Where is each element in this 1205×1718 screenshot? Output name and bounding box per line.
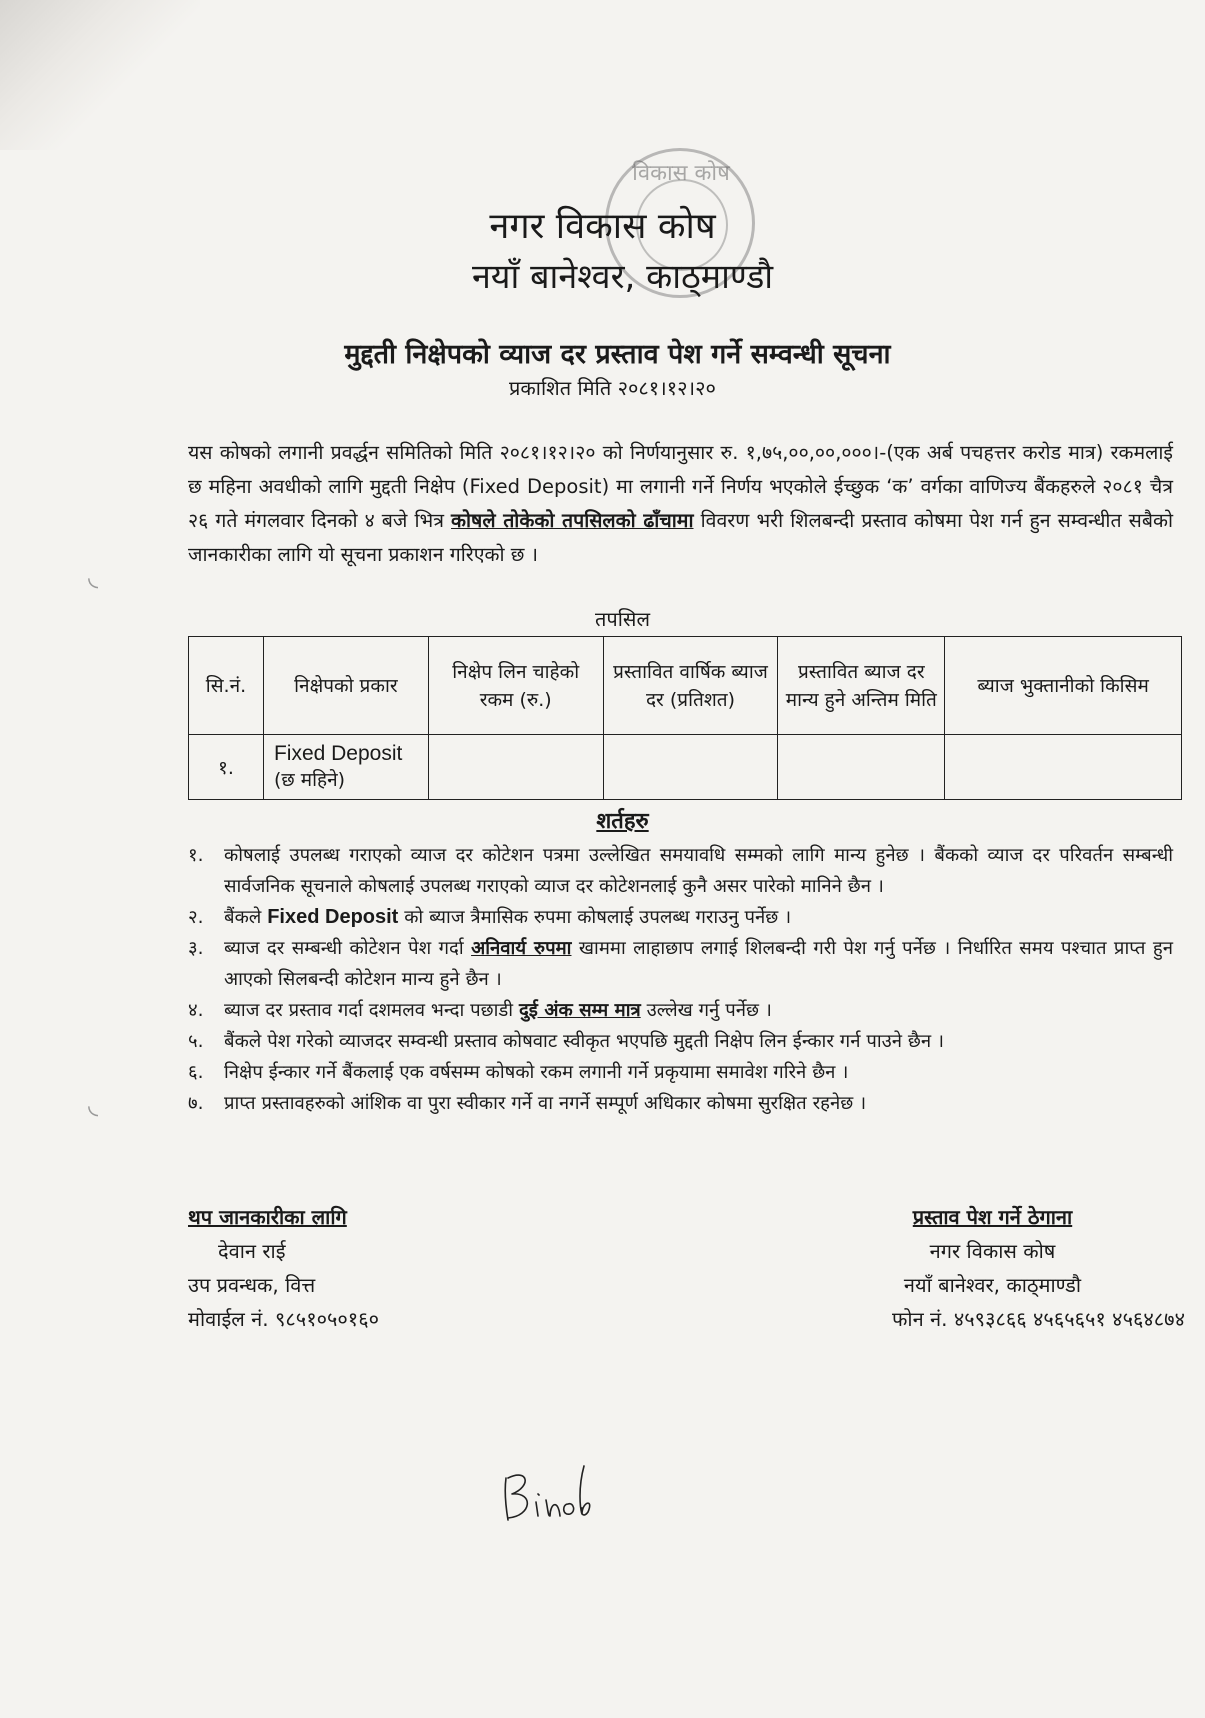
submission-address: नयाँ बानेश्वर, काठ्माण्डौ [903,1273,1082,1297]
col-header-payment-type: ब्याज भुक्तानीको किसिम [945,637,1182,735]
contact-mobile: मोवाईल नं. ९८५१०५०१६० [188,1307,379,1331]
contact-info-left [188,1200,379,1336]
term-number: ३. [188,938,204,959]
term-number: ५. [188,1031,204,1052]
cell-payment-type [945,735,1182,800]
submission-phone: फोन नं. ४५९३८६६ ४५६५६५१ ४५६४८७४ [892,1307,1185,1331]
punch-hole-mark: ◟ [88,562,99,592]
list-item [188,1088,1173,1119]
col-header-amount: निक्षेप लिन चाहेको रकम (रु.) [428,637,603,735]
terms-list [188,840,1173,1119]
org-address: नयाँ बानेश्वर, काठ्माण्डौ [471,257,774,297]
org-name: नगर विकास कोष [489,206,716,247]
term-number: ७. [188,1093,204,1114]
col-header-deposit-type: निक्षेपको प्रकार [263,637,428,735]
notice-body [188,436,1173,572]
list-item [188,933,1173,995]
list-item [188,1057,1173,1088]
contact-info-right [740,1200,1185,1336]
cell-amount [428,735,603,800]
deposit-type-note: (छ महिने) [273,769,346,791]
list-item [188,1026,1173,1057]
table-row [189,735,1182,800]
term-text-pre: ब्याज दर प्रस्ताव गर्दा दशमलव भन्दा पछाडी [224,1000,519,1021]
term-text-underline: अनिवार्य रुपमा [471,938,572,959]
term-number: १. [188,845,204,866]
cell-rate [603,735,778,800]
term-text-pre: बैंकले [224,907,268,928]
term-number: २. [188,907,204,928]
list-item [188,902,1173,933]
list-item [188,995,1173,1026]
term-number: ४. [188,1000,204,1021]
contact-designation: उप प्रवन्धक, वित्त [188,1273,316,1297]
submission-heading-wrap [740,1200,1185,1234]
list-item [188,840,1173,902]
term-text: कोषलाई उपलब्ध गराएको व्याज दर कोटेशन पत्रमा उल्लेखित समयावधि सम्मको लागि मान्य हुनेछ । बैंकको व्याज दर परिवर्तन सम्बन्धी सार्वजनिक सूचनाले कोषलाई उपलब्ध गराएको व्याज दर कोटेशनलाई कुनै असर पारेको मानिने छैन । [224,845,1173,897]
col-header-sn: सि.नं. [189,637,264,735]
terms-title: शर्तहरु [596,809,649,834]
col-header-valid-until: प्रस्तावित ब्याज दर मान्य हुने अन्तिम मिति [778,637,945,735]
published-date: प्रकाशित मिति २०८१।१२।२० [509,376,716,400]
table-header-row [189,637,1182,735]
term-text-post: खाममा लाहाछाप लगाई शिलबन्दी गरी पेश गर्नु पर्नेछ । निर्धारित समय पश्चात प्राप्त हुन आएको सिलबन्दी कोटेशन मान्य हुने छैन । [224,938,1173,990]
page-fold-shadow [0,0,200,150]
cell-deposit-type [263,735,428,800]
term-text-underline: दुई अंक सम्म मात्र [518,1000,641,1021]
term-text [224,933,1173,995]
cell-sn: १. [189,735,264,800]
deposit-type-label: Fixed Deposit [273,742,403,765]
submission-heading: प्रस्ताव पेश गर्ने ठेगाना [912,1205,1073,1229]
punch-hole-mark: ◟ [88,1090,99,1120]
contact-heading: थप जानकारीका लागि [188,1205,347,1229]
term-text-pre: ब्याज दर सम्बन्धी कोटेशन पेश गर्दा [224,938,472,959]
table-caption: तपसिल [594,607,651,631]
contact-name: देवान राई [218,1239,286,1263]
term-text-post: को ब्याज त्रैमासिक रुपमा कोषलाई उपलब्ध गराउनु पर्नेछ । [398,907,792,928]
cell-valid-until [778,735,945,800]
term-text: बैंकले पेश गरेको व्याजदर सम्वन्धी प्रस्ताव कोषवाट स्वीकृत भएपछि मुद्दती निक्षेप लिन ईन्कार गर्न पाउने छैन । [224,1031,945,1052]
body-text-part1: यस कोषको लगानी प्रवर्द्धन समितिको मिति २०८१।१२।२० को निर्णयानुसार रु. १,७५,००,००,०००।-(एक अर्ब पचहत्तर करोड मात्र) रकमलाई छ महिना अवधीको लागि मुद्दती निक्षेप (Fixed Deposit) मा लगानी गर्ने निर्णय भएकोले ईच्छुक ‘क’ वर्गका वाणिज्य बैंकहरुले २०८१ चैत्र २६ गते मंगलवार दिनको ४ बजे भित्र [188,441,1173,532]
deposit-table [188,636,1182,800]
col-header-rate: प्रस्तावित वार्षिक ब्याज दर (प्रतिशत) [603,637,778,735]
term-text [224,902,1173,933]
term-text-post: उल्लेख गर्नु पर्नेछ । [640,1000,772,1021]
notice-title: मुद्दती निक्षेपको व्याज दर प्रस्ताव पेश गर्ने सम्वन्धी सूचना [344,339,891,370]
term-text [224,995,1173,1026]
signature [498,1458,608,1528]
term-text: निक्षेप ईन्कार गर्ने बैंकलाई एक वर्षसम्म कोषको रकम लगानी गर्ने प्रकृयामा समावेश गरिने छैन । [224,1062,849,1083]
body-text-emphasis: कोषले तोकेको तपसिलको ढाँचामा [451,509,694,532]
seal-text: विकास कोष [632,161,730,186]
term-text: प्राप्त प्रस्तावहरुको आंशिक वा पुरा स्वीकार गर्ने वा नगर्ने सम्पूर्ण अधिकार कोषमा सुरक्षित रहनेछ । [224,1093,867,1114]
body-text-part2: विवरण भरी शिलबन्दी प्रस्ताव कोषमा पेश गर्न हुन सम्वन्धीत सबैको जानकारीका लागि यो सूचना प्रकाशन गरिएको छ । [188,509,1174,566]
term-number: ६. [188,1062,204,1083]
term-text-bold: Fixed Deposit [267,906,399,928]
submission-org: नगर विकास कोष [929,1239,1056,1263]
